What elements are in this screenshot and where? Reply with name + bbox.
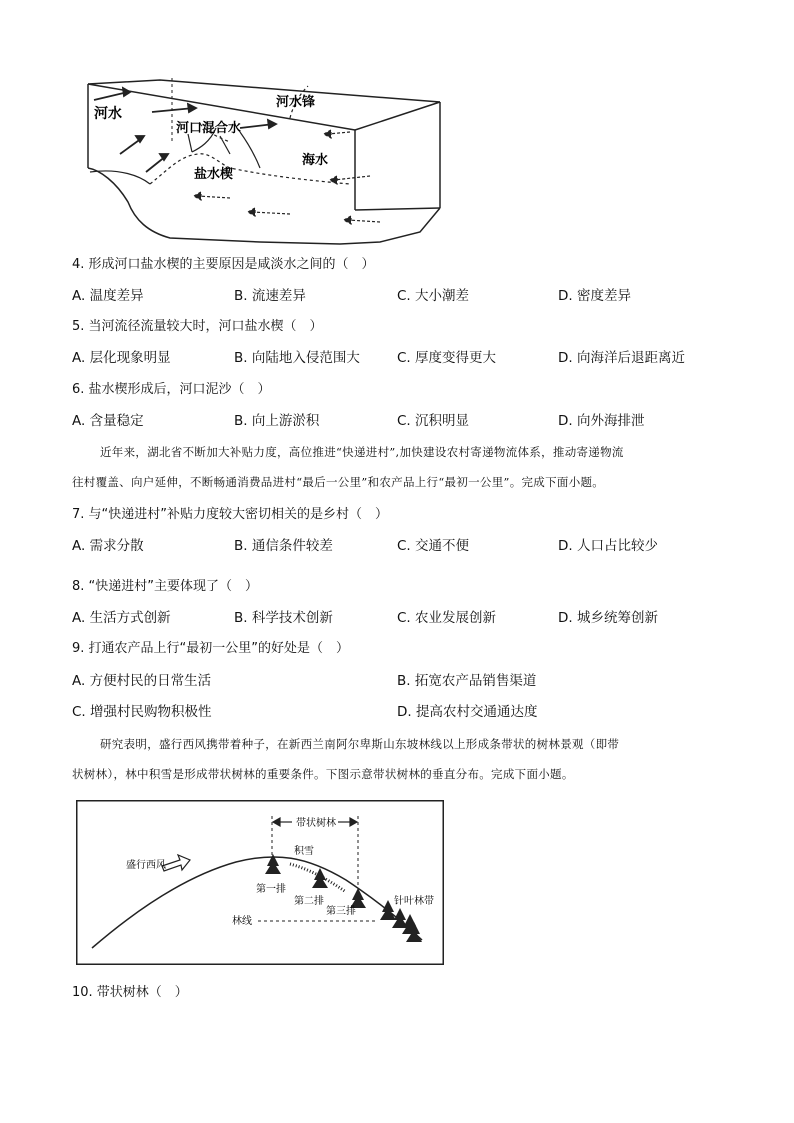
q7-option-a[interactable]: A. 需求分散 [72, 538, 144, 554]
question-8-stem: 8. “快递进村”主要体现了（ ） [72, 579, 259, 594]
q9-option-b[interactable]: B. 拓宽农产品销售渠道 [397, 673, 537, 689]
q5-option-a[interactable]: A. 层化现象明显 [72, 350, 171, 366]
question-7-stem: 7. 与“快递进村”补贴力度较大密切相关的是乡村（ ） [72, 507, 389, 522]
q6-option-b[interactable]: B. 向上游淤积 [234, 413, 320, 429]
q6-option-d[interactable]: D. 向外海排泄 [558, 413, 645, 429]
question-5-stem: 5. 当河流径流量较大时，河口盐水楔（ ） [72, 319, 323, 334]
label-row-1: 第一排 [256, 884, 286, 895]
passage-2-line-2: 状树林），林中积雪是形成带状树林的重要条件。下图示意带状树林的垂直分布。完成下面小题。 [72, 767, 574, 781]
label-treeline: 林线 [232, 916, 252, 927]
q5-option-c[interactable]: C. 厚度变得更大 [397, 350, 497, 366]
q9-option-d[interactable]: D. 提高农村交通通达度 [397, 704, 538, 720]
q8-option-a[interactable]: A. 生活方式创新 [72, 610, 171, 626]
q8-option-c[interactable]: C. 农业发展创新 [397, 610, 497, 626]
label-row-3: 第三排 [326, 906, 356, 917]
question-6-stem: 6. 盐水楔形成后，河口泥沙（ ） [72, 382, 271, 397]
label-conifer-belt: 针叶林带 [394, 896, 434, 907]
band-forest-diagram [76, 800, 444, 965]
q9-option-c[interactable]: C. 增强村民购物积极性 [72, 704, 212, 720]
tree-icon [312, 868, 328, 888]
q8-option-b[interactable]: B. 科学技术创新 [234, 610, 333, 626]
q9-option-a[interactable]: A. 方便村民的日常生活 [72, 673, 212, 689]
label-westerly: 盛行西风 [126, 860, 166, 871]
tree-icon [350, 888, 366, 908]
question-4-stem: 4. 形成河口盐水楔的主要原因是咸淡水之间的（ ） [72, 257, 375, 272]
q5-option-d[interactable]: D. 向海洋后退距离近 [558, 350, 685, 366]
passage-2-line-1: 研究表明，盛行西风携带着种子，在新西兰南阿尔卑斯山东坡林线以上形成条带状的树林景观（即带 [100, 737, 620, 751]
q4-option-c[interactable]: C. 大小潮差 [397, 288, 470, 304]
q6-option-a[interactable]: A. 含量稳定 [72, 413, 144, 429]
q5-option-b[interactable]: B. 向陆地入侵范围大 [234, 350, 360, 366]
label-river-water: 河水 [94, 106, 122, 122]
q4-option-a[interactable]: A. 温度差异 [72, 288, 144, 304]
label-row-2: 第二排 [294, 896, 324, 907]
question-10-stem: 10. 带状树林（ ） [72, 985, 188, 1000]
q7-option-d[interactable]: D. 人口占比较少 [558, 538, 658, 554]
passage-1-line-1: 近年来，湖北省不断加大补贴力度，高位推进“快递进村”,加快建设农村寄递物流体系，推动寄递物流 [100, 445, 624, 459]
label-snow: 积雪 [294, 846, 314, 857]
q6-option-c[interactable]: C. 沉积明显 [397, 413, 470, 429]
label-salt-wedge: 盐水楔 [194, 167, 234, 182]
passage-1-line-2: 往村覆盖、向户延伸，不断畅通消费品进村“最后一公里”和农产品上行“最初一公里”。完成下面小题。 [72, 475, 605, 489]
label-sea-water: 海水 [302, 153, 329, 168]
q7-option-c[interactable]: C. 交通不便 [397, 538, 470, 554]
q4-option-d[interactable]: D. 密度差异 [558, 288, 631, 304]
question-9-stem: 9. 打通农产品上行“最初一公里”的好处是（ ） [72, 641, 350, 656]
q8-option-d[interactable]: D. 城乡统筹创新 [558, 610, 658, 626]
salt-wedge-diagram [80, 72, 450, 252]
q4-option-b[interactable]: B. 流速差异 [234, 288, 306, 304]
label-band-forest: 带状树林 [296, 818, 336, 829]
label-estuary-mix: 河口混合水 [176, 121, 242, 136]
label-river-front: 河水锋 [276, 95, 316, 110]
q7-option-b[interactable]: B. 通信条件较差 [234, 538, 333, 554]
